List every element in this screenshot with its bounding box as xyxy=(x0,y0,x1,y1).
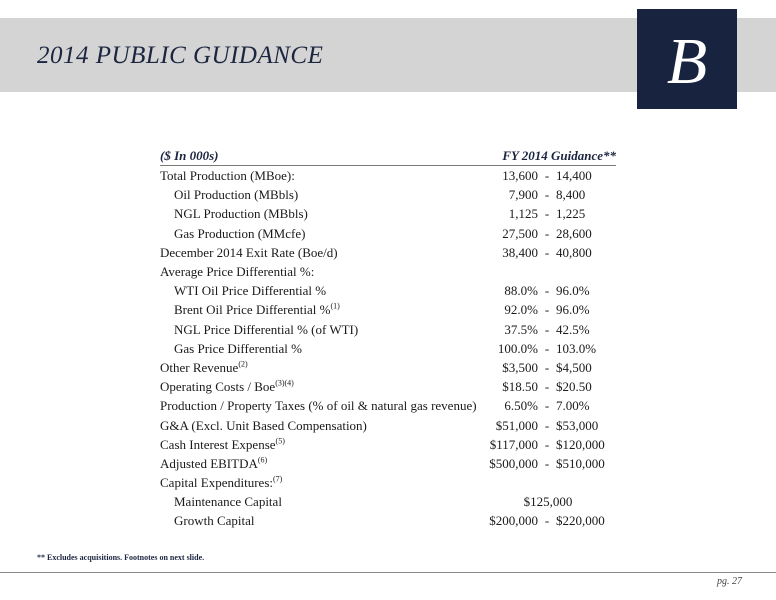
range-high: 8,400 xyxy=(556,187,586,203)
logo-letter: B xyxy=(666,25,708,98)
row-label: Total Production (MBoe): xyxy=(160,168,295,184)
table-row xyxy=(160,511,616,530)
table-row xyxy=(160,377,616,396)
row-label: WTI Oil Price Differential % xyxy=(174,283,327,299)
row-label: G&A (Excl. Unit Based Compensation) xyxy=(160,417,367,433)
range-dash: - xyxy=(544,455,550,471)
range-high: $510,000 xyxy=(556,455,605,471)
column-header-guidance: FY 2014 Guidance** xyxy=(480,146,616,166)
range-low: $117,000 xyxy=(489,436,538,452)
range-low: 27,500 xyxy=(502,225,538,241)
range-low: $18.50 xyxy=(502,379,538,395)
table-row xyxy=(160,339,616,358)
range-high: 96.0% xyxy=(556,283,590,299)
row-label: Capital Expenditures:$^{(7)}$ xyxy=(160,474,283,491)
table-row xyxy=(160,300,616,319)
range-dash: - xyxy=(544,168,550,184)
footnote: ** Excludes acquisitions. Footnotes on next slide. xyxy=(37,553,205,562)
range-low: 7,900 xyxy=(508,187,538,203)
range-high: 96.0% xyxy=(556,302,590,318)
range-low: 100.0% xyxy=(497,340,538,356)
range-high: $53,000 xyxy=(556,417,599,433)
row-label: Oil Production (MBbls) xyxy=(174,187,299,203)
range-high: 40,800 xyxy=(556,244,592,260)
range-high: 28,600 xyxy=(556,225,592,241)
table-row xyxy=(160,454,616,473)
range-dash: - xyxy=(544,225,550,241)
range-low: 37.5% xyxy=(504,321,538,337)
row-label: Production / Property Taxes (% of oil & natural gas revenue) xyxy=(160,398,477,414)
company-logo xyxy=(637,9,737,109)
row-label: Operating Costs / Boe$^{(3)(4)}$ xyxy=(160,378,294,395)
row-label: Maintenance Capital xyxy=(174,494,282,510)
range-dash: - xyxy=(544,283,550,299)
row-label: Brent Oil Price Differential %$^{(1)}$ xyxy=(174,302,340,318)
range-high: $120,000 xyxy=(556,436,605,452)
row-label: Adjusted EBITDA$^{(6)}$ xyxy=(160,455,268,471)
table-row xyxy=(160,435,616,454)
range-high: $20.50 xyxy=(556,379,592,395)
page-number: pg. 27 xyxy=(717,576,742,587)
table-row xyxy=(160,473,616,492)
range-dash: - xyxy=(544,340,550,356)
page-title: 2014 PUBLIC GUIDANCE xyxy=(37,42,324,69)
range-high: $220,000 xyxy=(556,513,605,529)
range-low: $500,000 xyxy=(489,455,538,471)
range-high: 14,400 xyxy=(556,168,592,184)
row-label: December 2014 Exit Rate (Boe/d) xyxy=(160,244,338,260)
table-row xyxy=(160,166,616,186)
range-low: $3,500 xyxy=(502,359,538,375)
range-dash: - xyxy=(544,244,550,260)
column-header-units: ($ In 000s) xyxy=(160,146,480,166)
range-low: 13,600 xyxy=(502,168,538,184)
range-low: $51,000 xyxy=(495,417,538,433)
range-dash: - xyxy=(544,513,550,529)
range-dash: - xyxy=(544,398,550,414)
row-label: Other Revenue$^{(2)}$ xyxy=(160,359,248,375)
table-row xyxy=(160,492,616,511)
table-row xyxy=(160,204,616,223)
range-dash: - xyxy=(544,436,550,452)
range-low: 38,400 xyxy=(502,244,538,260)
table-row xyxy=(160,262,616,281)
range-low: 92.0% xyxy=(504,302,538,318)
table-header-row xyxy=(160,146,616,166)
table-row xyxy=(160,281,616,300)
table-row xyxy=(160,396,616,415)
range-low: 1,125 xyxy=(508,206,538,222)
range-dash: - xyxy=(544,187,550,203)
table-row xyxy=(160,415,616,434)
row-label: Average Price Differential %: xyxy=(160,264,315,280)
row-label: Gas Price Differential % xyxy=(174,340,302,356)
range-high: 7.00% xyxy=(556,398,590,414)
range-high: 1,225 xyxy=(556,206,586,222)
table-row xyxy=(160,320,616,339)
row-label: NGL Production (MBbls) xyxy=(174,206,308,222)
range-dash: - xyxy=(544,321,550,337)
table-row xyxy=(160,358,616,377)
range-high: 42.5% xyxy=(556,321,590,337)
range-dash: - xyxy=(544,417,550,433)
table-row xyxy=(160,185,616,204)
range-high: $4,500 xyxy=(556,359,592,375)
row-label: Gas Production (MMcfe) xyxy=(174,225,306,241)
table-row xyxy=(160,243,616,262)
single-value: $125,000 xyxy=(523,494,573,510)
footer-divider xyxy=(0,572,776,573)
range-low: $200,000 xyxy=(489,513,538,529)
range-dash: - xyxy=(544,206,550,222)
range-dash: - xyxy=(544,379,550,395)
range-low: 88.0% xyxy=(504,283,538,299)
range-high: 103.0% xyxy=(556,340,597,356)
range-dash: - xyxy=(544,359,550,375)
table-row xyxy=(160,224,616,243)
range-low: 6.50% xyxy=(504,398,538,414)
row-label: Cash Interest Expense$^{(5)}$ xyxy=(160,436,285,452)
row-label: Growth Capital xyxy=(174,513,255,529)
guidance-table xyxy=(160,146,616,531)
logo-b-icon xyxy=(637,9,737,109)
range-dash: - xyxy=(544,302,550,318)
row-label: NGL Price Differential % (of WTI) xyxy=(174,321,359,337)
